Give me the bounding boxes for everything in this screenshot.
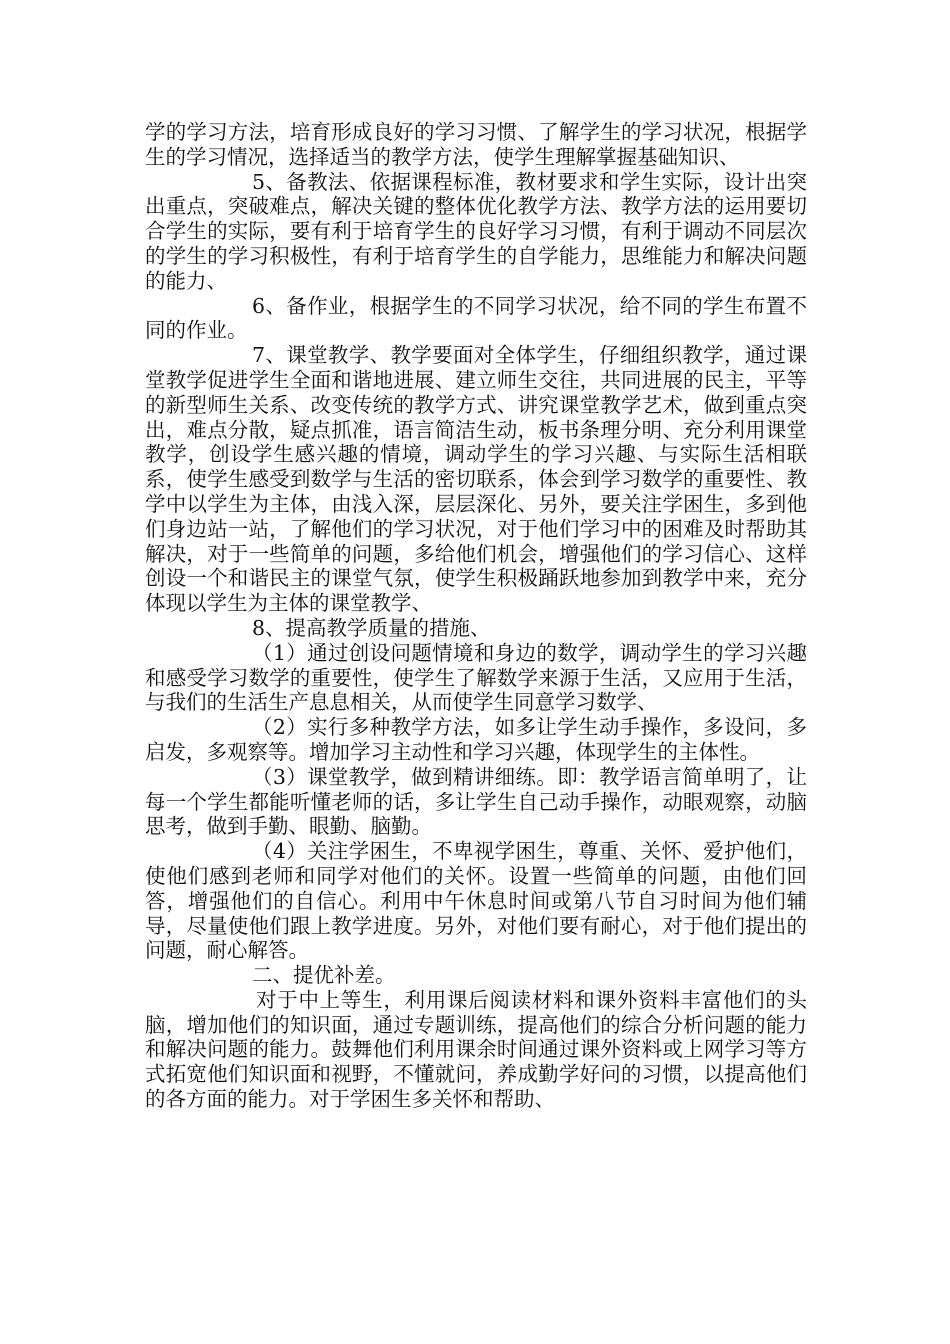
section-heading: 二、提优补差。 — [252, 963, 396, 988]
paragraph-3: 6、备作业，根据学生的不同学习状况，给不同的学生布置不同的作业。 — [145, 293, 807, 343]
document-body — [145, 120, 807, 1112]
paragraph-4: 7、课堂教学、教学要面对全体学生，仔细组织教学，通过课堂教学促进学生全面和谐地进展、建立师生交往，共同进展的民主，平等的新型师生关系、改变传统的教学方式、讲究课堂教学艺术，做到重点突出，难点分散，疑点抓准，语言简洁生动，板书条理分明、充分利用课堂教学，创设学生感兴趣的情境，调动学生的学习兴趣、与实际生活相联系，使学生感受到数学与生活的密切联系，体会到学习数学的重要性、教学中以学生为主体，由浅入深，层层深化、另外，要关注学困生，多到他们身边站一站，了解他们的学习状况，对于他们学习中的困难及时帮助其解决，对于一些简单的问题，多给他们机会，增强他们的学习信心、这样创设一个和谐民主的课堂气氛，使学生积极踊跃地参加到教学中来，充分体现以学生为主体的课堂教学、 — [145, 343, 807, 616]
paragraph-10: 对于中上等生，利用课后阅读材料和课外资料丰富他们的头脑，增加他们的知识面，通过专题训练，提高他们的综合分析问题的能力和解决问题的能力。鼓舞他们利用课余时间通过课外资料或上网学习等方式拓宽他们知识面和视野，不懂就问，养成勤学好问的习惯，以提高他们的各方面的能力。对于学困生多关怀和帮助、 — [145, 987, 807, 1112]
paragraph-5: 8、提高教学质量的措施、 — [252, 615, 491, 640]
paragraph-1: 学的学习方法，培育形成良好的学习习惯、了解学生的学习状况，根据学生的学习情况，选择适当的教学方法，使学生理解掌握基础知识、 — [145, 120, 807, 169]
paragraph-6: （1）通过创设问题情境和身边的数学，调动学生的学习兴趣和感受学习数学的重要性，使学生了解数学来源于生活，又应用于生活，与我们的生活生产息息相关，从而使学生同意学习数学、 — [145, 640, 807, 715]
paragraph-7: （2）实行多种教学方法，如多让学生动手操作，多设问，多启发，多观察等。增加学习主动性和学习兴趣，体现学生的主体性。 — [145, 715, 807, 764]
paragraph-2: 5、备教法、依据课程标准，教材要求和学生实际，设计出突出重点，突破难点，解决关键的整体优化教学方法、教学方法的运用要切合学生的实际，要有利于培育学生的良好学习习惯，有利于调动不同层次的学生的学习积极性，有利于培育学生的自学能力，思维能力和解决问题的能力、 — [145, 169, 807, 293]
paragraph-9: （4）关注学困生，不卑视学困生，尊重、关怀、爱护他们，使他们感到老师和同学对他们的关怀。设置一些简单的问题，由他们回答，增强他们的自信心。利用中午休息时间或第八节自习时间为他们辅导，尽量使他们跟上教学进度。另外，对他们要有耐心，对于他们提出的问题，耐心解答。 — [145, 839, 807, 963]
paragraph-8: （3）课堂教学，做到精讲细练。即：教学语言简单明了，让每一个学生都能听懂老师的话，多让学生自己动手操作，动眼观察，动脑思考，做到手勤、眼勤、脑勤。 — [145, 764, 807, 839]
